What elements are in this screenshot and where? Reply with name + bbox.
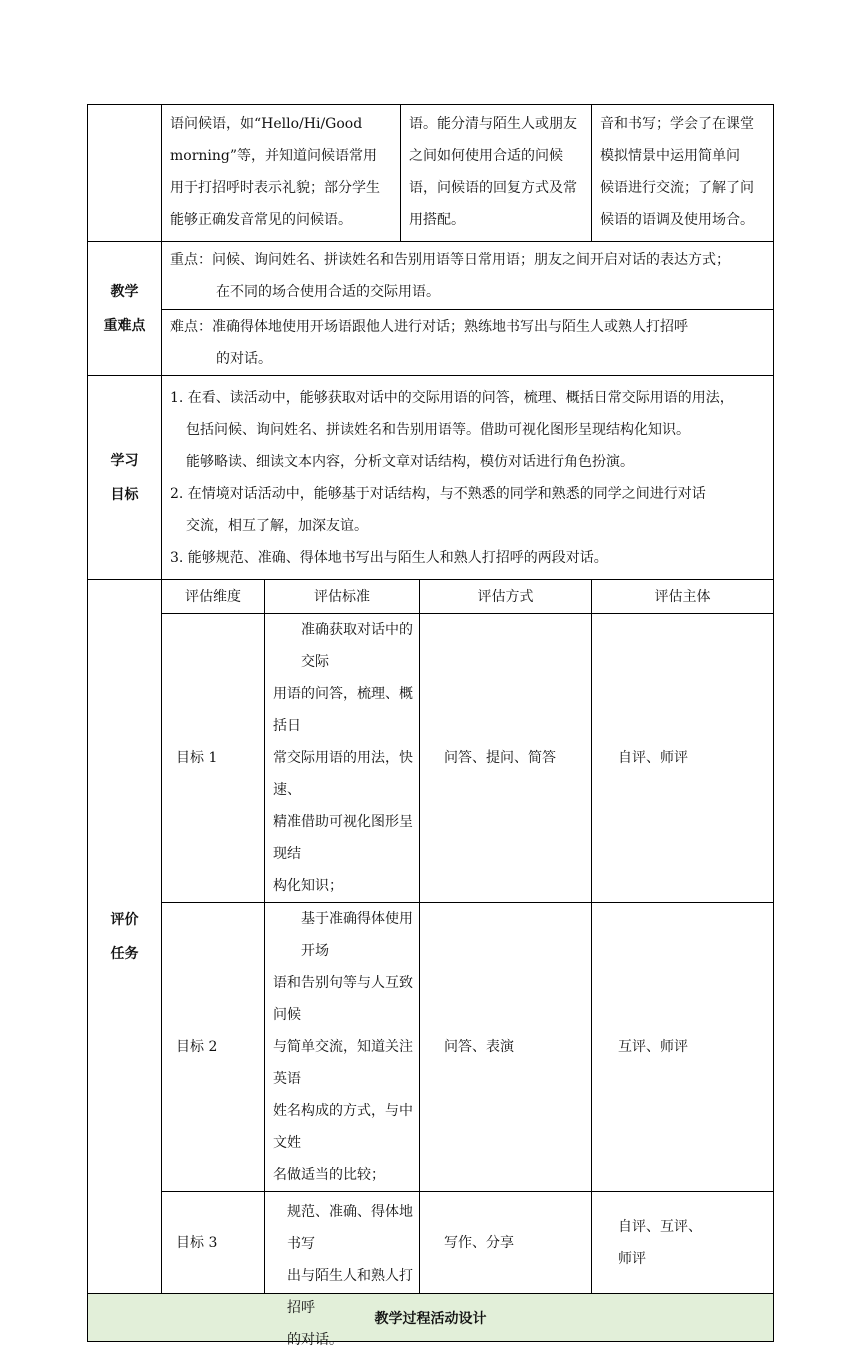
standard-line: 用语的问答，梳理、概括日 (273, 686, 413, 734)
evaluation-row-2 (88, 903, 774, 1192)
text-line: 之间如何使用合适的问候 (409, 148, 563, 164)
subject-cell (592, 903, 774, 1192)
goal-line: 2. 在情境对话活动中，能够基于对话结构，与不熟悉的同学和熟悉的同学之间进行对话 (170, 485, 706, 502)
header-standard: 评估标准 (265, 580, 420, 614)
difficulty-line: 难点：准确得体地使用开场语跟他人进行对话；熟练地书写出与陌生人或熟人打招呼 (170, 318, 688, 335)
standard-line: 姓名构成的方式，与中文姓 (273, 1103, 413, 1151)
standard-line: 与简单交流，知道关注英语 (273, 1039, 413, 1087)
prior-knowledge-cell-1 (162, 105, 401, 242)
focus-row (88, 242, 774, 310)
label-line: 任务 (110, 945, 139, 962)
text-line: 模拟情景中运用简单问 (600, 148, 740, 164)
standard-line: 精准借助可视化图形呈现结 (273, 814, 413, 862)
subject-cell (592, 614, 774, 903)
goals-row (88, 376, 774, 580)
key-points-label (88, 242, 162, 376)
goals-label (88, 376, 162, 580)
subject-line: 师评 (618, 1250, 646, 1267)
text-line: 语问候语，如“Hello/Hi/Good (170, 116, 363, 132)
subject-line: 自评、互评、 (618, 1218, 702, 1235)
activity-design-row (88, 1294, 774, 1342)
prior-knowledge-cell-2 (401, 105, 592, 242)
dimension-cell: 目标 3 (162, 1192, 265, 1294)
subject-line: 互评、师评 (618, 1039, 688, 1055)
standard-line: 名做适当的比较； (273, 1167, 385, 1183)
focus-cell (162, 242, 774, 310)
method-cell: 写作、分享 (420, 1192, 592, 1294)
text-line: 能够正确发音常见的问候语。 (170, 212, 352, 228)
difficulty-line: 的对话。 (216, 350, 272, 367)
subject-cell (592, 1192, 774, 1294)
standard-line: 语和告别句等与人互致问候 (273, 975, 413, 1023)
header-dimension: 评估维度 (162, 580, 265, 614)
goal-line: 1. 在看、读活动中，能够获取对话中的交际用语的问答，梳理、概括日常交际用语的用法， (170, 389, 734, 406)
goals-cell (162, 376, 774, 580)
difficulty-cell (162, 310, 774, 376)
goal-line: 交流，相互了解，加深友谊。 (186, 517, 368, 534)
text-line: 用于打招呼时表示礼貌；部分学生 (170, 180, 380, 196)
standard-line: 常交际用语的用法，快速、 (273, 750, 413, 798)
method-cell: 问答、提问、简答 (420, 614, 592, 903)
text-line: 音和书写；学会了在课堂 (600, 116, 754, 132)
label-line: 教学 (110, 283, 139, 300)
text-line: 候语进行交流；了解了问 (600, 180, 754, 196)
goal-line: 能够略读、细读文本内容，分析文章对话结构，模仿对话进行角色扮演。 (186, 453, 634, 470)
focus-line: 重点：问候、询问姓名、拼读姓名和告别用语等日常用语；朋友之间开启对话的表达方式； (170, 251, 730, 268)
header-subject: 评估主体 (592, 580, 774, 614)
standard-line: 出与陌生人和熟人打招呼 (287, 1267, 413, 1316)
text-line: 候语的语调及使用场合。 (600, 212, 754, 228)
standard-cell (265, 614, 420, 903)
standard-line: 准确获取对话中的交际 (301, 622, 413, 670)
continuation-row (88, 105, 774, 242)
header-method: 评估方式 (420, 580, 592, 614)
evaluation-header-row (88, 580, 774, 614)
standard-line: 基于准确得体使用开场 (301, 911, 413, 959)
label-line: 重难点 (103, 317, 146, 334)
focus-line: 在不同的场合使用合适的交际用语。 (216, 283, 440, 300)
dimension-cell: 目标 1 (162, 614, 265, 903)
label-line: 评价 (110, 911, 139, 928)
label-line: 目标 (110, 486, 139, 503)
empty-label-cell (88, 105, 162, 242)
standard-line: 的对话。 (287, 1331, 343, 1348)
text-line: 用搭配。 (409, 212, 465, 228)
standard-line: 规范、准确、得体地书写 (287, 1203, 413, 1252)
goal-line: 包括问候、询问姓名、拼读姓名和告别用语等。借助可视化图形呈现结构化知识。 (186, 421, 690, 438)
evaluation-row-1 (88, 614, 774, 903)
label-line: 学习 (110, 452, 139, 469)
activity-design-heading: 教学过程活动设计 (88, 1294, 774, 1342)
subject-line: 自评、师评 (618, 750, 688, 766)
goal-line: 3. 能够规范、准确、得体地书写出与陌生人和熟人打招呼的两段对话。 (170, 549, 608, 566)
evaluation-row-3 (88, 1192, 774, 1294)
text-line: morning”等，并知道问候语常用 (170, 148, 378, 164)
dimension-cell: 目标 2 (162, 903, 265, 1192)
evaluation-label (88, 580, 162, 1294)
method-cell: 问答、表演 (420, 903, 592, 1192)
lesson-plan-table (87, 104, 774, 1348)
standard-cell (265, 903, 420, 1192)
text-line: 语，问候语的回复方式及常 (409, 180, 577, 196)
standard-line: 构化知识； (273, 878, 343, 894)
prior-knowledge-cell-3 (592, 105, 774, 242)
difficulty-row (88, 310, 774, 376)
standard-cell (265, 1192, 420, 1348)
text-line: 语。能分清与陌生人或朋友 (409, 116, 577, 132)
